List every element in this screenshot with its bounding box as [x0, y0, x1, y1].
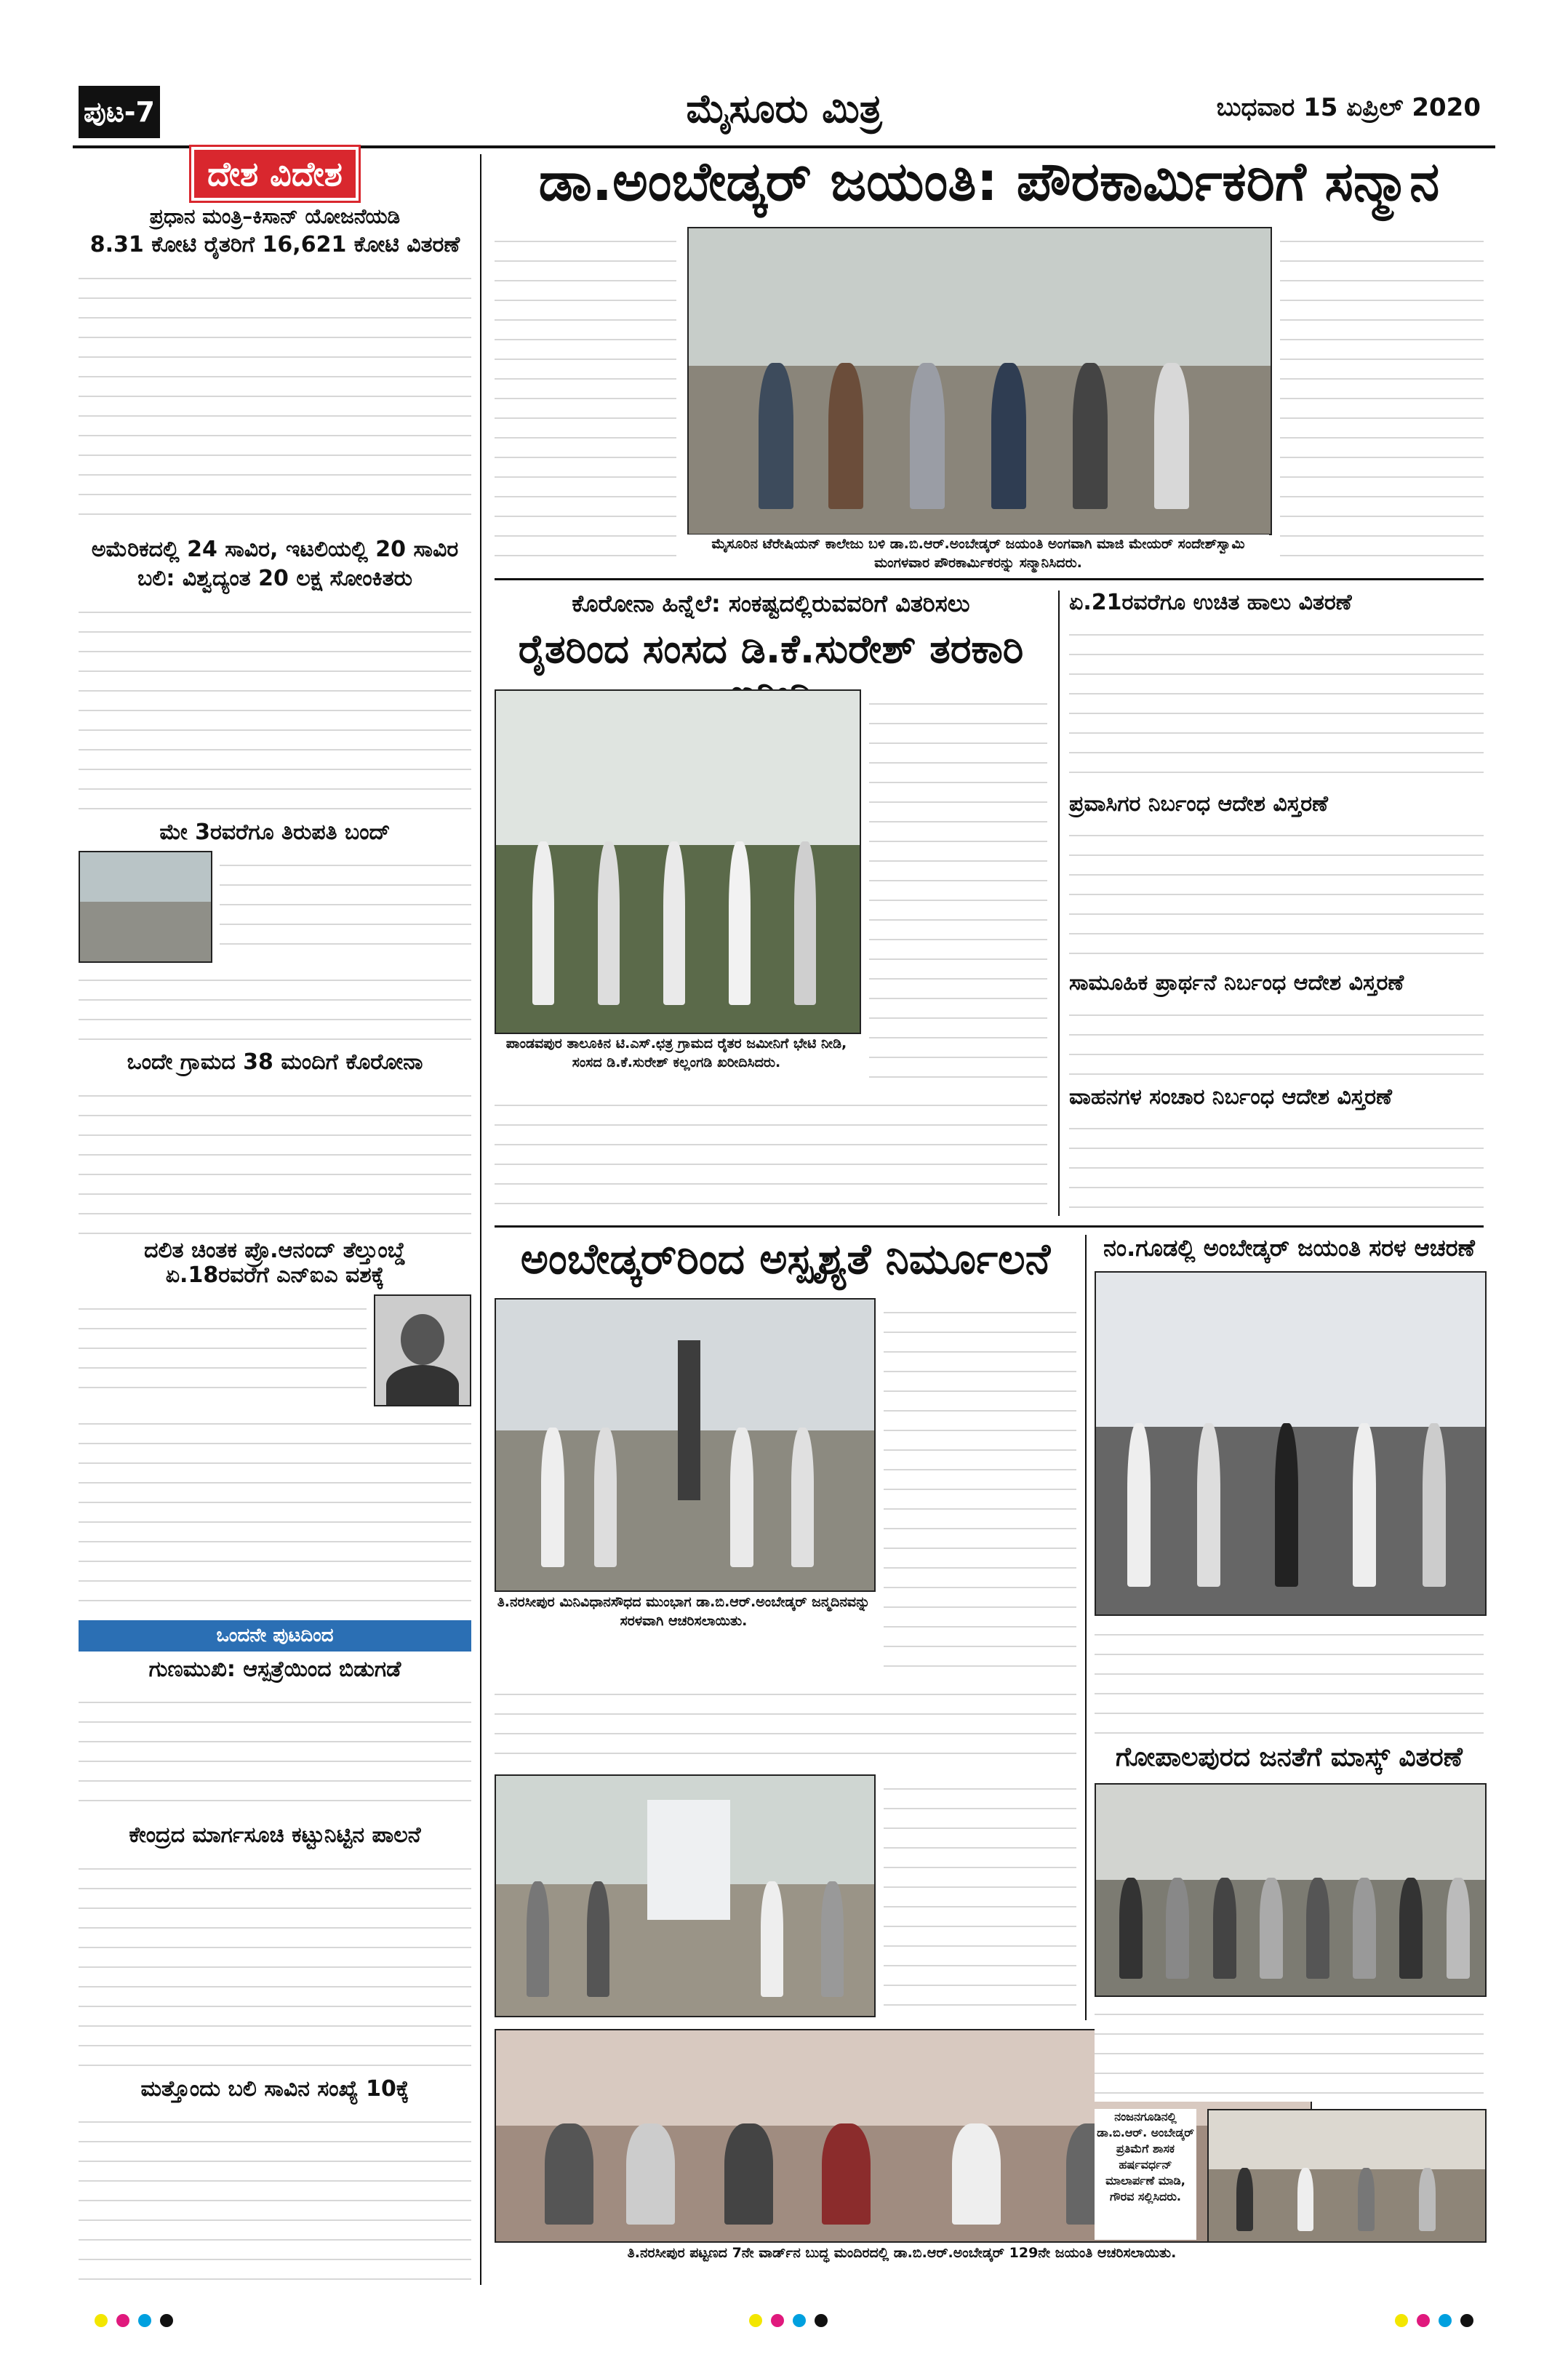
statue-body: [884, 1774, 1076, 2014]
nanjangud-photo: [1095, 1271, 1487, 1616]
farmer-headline: ರೈತರಿಂದ ಸಂಸದ ಡಿ.ಕೆ.ಸುರೇಶ್ ತರಕಾರಿ: [518, 626, 1024, 672]
village-body: [79, 1081, 471, 1234]
kisan-body: [79, 264, 471, 533]
untouch-body-bottom: [495, 1680, 1076, 1767]
lead-headline: ಡಾ.ಅಂಬೇಡ್ಕರ್ ಜಯಂತಿ: ಪೌರಕಾರ್ಮಿಕರಿಗೆ ಸನ್ಮಾನ: [538, 151, 1440, 213]
milk-body: [1069, 620, 1484, 788]
untouch-photo: [495, 1298, 876, 1592]
village-headline: ಒಂದೇ ಗ್ರಾಮದ 38 ಮಂದಿಗೆ ಕೊರೋನಾ: [127, 1049, 423, 1076]
nanjangud-body: [1095, 1620, 1484, 1737]
tirupati-headline: ಮೇ 3ರವರೆಗೂ ತಿರುಪತಿ ಬಂದ್: [159, 819, 391, 845]
recovered-headline: ಗುಣಮುಖಿ: ಆಸ್ಪತ್ರೆಯಿಂದ ಬಿಡುಗಡೆ: [148, 1656, 401, 1682]
recovered-body: [79, 1688, 471, 1819]
nanjangud-inset-caption: ನಂಜನಗೂಡಿನಲ್ಲಿ ಡಾ.ಬಿ.ಆರ್. ಅಂಬೇಡ್ಕರ್ ಪ್ರತಿಮೆಗೆ ಶಾಸಕ ಹರ್ಷವರ್ಧನ್ ಮಾಲಾರ್ಪಣೆ ಮಾಡಿ, ಗೌರವ ಸಲ್ಲಿಸಿದರು.: [1095, 2109, 1196, 2240]
lead-rule: [495, 578, 1484, 580]
mid-horizontal-rule: [495, 1225, 1484, 1228]
guidelines-body: [79, 1854, 471, 2073]
statue-photo: [495, 1774, 876, 2017]
untouch-headline: ಅಂಬೇಡ್ಕರ್‌ರಿಂದ ಅಸ್ಪೃಶ್ಯತೆ ನಿರ್ಮೂಲನೆ: [520, 1234, 1051, 1284]
guidelines-headline: ಕೇಂದ್ರದ ಮಾರ್ಗಸೂಚಿ ಕಟ್ಟುನಿಟ್ಟಿನ ಪಾಲನೆ: [129, 1822, 421, 1849]
teltumbde-body-2: [79, 1409, 471, 1613]
milk-headline: ಏ.21ರವರೆಗೂ ಉಚಿತ ಹಾಲು ವಿತರಣೆ: [1069, 590, 1352, 615]
prayer-body: [1069, 1001, 1484, 1081]
kisan-kicker: ಪ್ರಧಾನ ಮಂತ್ರಿ–ಕಿಸಾನ್ ಯೋಜನೆಯಡಿ: [149, 204, 401, 228]
temple-caption: ತಿ.ನರಸೀಪುರ ಪಟ್ಟಣದ 7ನೇ ವಾರ್ಡ್‌ನ ಬುದ್ಧ ಮಂದಿರದಲ್ಲಿ ಡಾ.ಬಿ.ಆರ್.ಅಂಬೇಡ್ಕರ್ 129ನೇ ಜಯಂತಿ ಆಚರಿಸಲಾಯಿತು.: [495, 2243, 1309, 2262]
mask-headline: ಗೋಪಾಲಪುರದ ಜನತೆಗೆ ಮಾಸ್ಕ್ ವಿತರಣೆ: [1116, 1742, 1463, 1772]
lead-photo: [687, 227, 1272, 535]
farmer-body-bottom: [495, 1091, 1047, 1222]
world-headline: ಬಲಿ: ವಿಶ್ವದ್ಯಂತ 20 ಲಕ್ಷ ಸೋಂಕಿತರು: [137, 566, 413, 592]
vehicle-body: [1069, 1114, 1484, 1209]
teltumbde-body: [79, 1294, 367, 1404]
nanjangud-inset-photo: [1207, 2109, 1487, 2243]
travel-body: [1069, 821, 1484, 966]
mask-photo: [1095, 1783, 1487, 1997]
dateline: ಬುಧವಾರ 15 ಏಪ್ರಿಲ್ 2020: [1216, 93, 1481, 122]
page-number: ಪುಟ-7: [79, 86, 160, 138]
world-body: [79, 598, 471, 816]
teltumbde-portrait: [374, 1294, 471, 1406]
teltumbde-headline-2: ಏ.18ರವರೆಗೆ ಎನ್‌ಐಎ ವಶಕ್ಕೆ: [165, 1262, 385, 1289]
tirupati-body-2: [79, 966, 471, 1046]
us-italy-headline: ಅಮೆರಿಕದಲ್ಲಿ 24 ಸಾವಿರ, ಇಟಲಿಯಲ್ಲಿ 20 ಸಾವಿರ: [91, 536, 459, 562]
vehicle-headline: ವಾಹನಗಳ ಸಂಚಾರ ನಿರ್ಬಂಧ ಆದೇಶ ವಿಸ್ತರಣೆ: [1069, 1084, 1392, 1110]
continued-tag: ಒಂದನೇ ಪುಟದಿಂದ: [79, 1620, 471, 1652]
lead-caption: ಮೈಸೂರಿನ ಟೆರೇಷಿಯನ್ ಕಾಲೇಜು ಬಳಿ ಡಾ.ಬಿ.ಆರ್.ಅಂಬೇಡ್ಕರ್ ಜಯಂತಿ ಅಂಗವಾಗಿ ಮಾಜಿ ಮೇಯರ್ ಸಂದೇಶ್‌ಸ್ವಾಮಿ ಮಂಗಳವಾರ ಪೌರಕಾರ್ಮಿಕರನ್ನು ಸನ್ಮಾನಿಸಿದರು.: [687, 535, 1269, 572]
tirupati-photo: [79, 851, 212, 963]
left-column: [79, 154, 471, 2282]
section-tag: ದೇಶ ವಿದೇಶ: [191, 147, 359, 201]
untouch-caption: ತಿ.ನರಸೀಪುರ ಮಿನಿವಿಧಾನಸೌಧದ ಮುಂಭಾಗ ಡಾ.ಬಿ.ಆರ್.ಅಂಬೇಡ್ಕರ್ ಜನ್ಮದಿನವನ್ನು ಸರಳವಾಗಿ ಆಚರಿಸಲಾಯಿತು.: [495, 1593, 873, 1630]
travel-headline: ಪ್ರವಾಸಿಗರ ನಿರ್ಬಂಧ ಆದೇಶ ವಿಸ್ತರಣೆ: [1069, 790, 1328, 817]
registration-marks-center: [749, 2314, 828, 2327]
nanjangud-headline: ನಂ.ಗೂಡಲ್ಲಿ ಅಂಬೇಡ್ಕರ್ ಜಯಂತಿ ಸರಳ ಆಚರಣೆ: [1095, 1235, 1484, 1262]
kisan-headline: 8.31 ಕೋಟಿ ರೈತರಿಗೆ 16,621 ಕೋಟಿ ವಿತರಣೆ: [89, 232, 460, 258]
tirupati-body: [220, 851, 471, 960]
masthead: ಮೈಸೂರು ಮಿತ್ರ: [686, 86, 882, 132]
lead-body-1: [495, 227, 676, 569]
teltumbde-headline-1: ದಲಿತ ಚಿಂತಕ ಪ್ರೊ.ಆನಂದ್ ತೆಲ್ತುಂಬ್ಡೆ: [144, 1237, 406, 1263]
farmer-photo: [495, 689, 861, 1034]
farmer-kicker: ಕೊರೋನಾ ಹಿನ್ನೆಲೆ: ಸಂಕಷ್ಟದಲ್ಲಿರುವವರಿಗೆ ವಿತರಿಸಲು: [572, 590, 970, 617]
mid-rule: [1058, 590, 1060, 1216]
lead-body-2: [1280, 227, 1484, 569]
untouch-body-right: [884, 1298, 1076, 1676]
registration-marks-right: [1395, 2314, 1473, 2327]
mask-body: [1095, 2000, 1484, 2102]
prayer-headline: ಸಾಮೂಹಿಕ ಪ್ರಾರ್ಥನೆ ನಿರ್ಬಂಧ ಆದೇಶ ವಿಸ್ತರಣೆ: [1069, 970, 1404, 996]
death-toll-headline: ಮತ್ತೊಂದು ಬಲಿ ಸಾವಿನ ಸಂಖ್ಯೆ 10ಕ್ಕೆ: [140, 2075, 409, 2102]
right-briefs: [1069, 590, 1484, 1209]
registration-marks-left: [95, 2314, 173, 2327]
farmer-caption: ಪಾಂಡವಪುರ ತಾಲೂಕಿನ ಟಿ.ಎಸ್.ಛತ್ರ ಗ್ರಾಮದ ರೈತರ ಜಮೀನಿಗೆ ಭೇಟಿ ನೀಡಿ, ಸಂಸದ ಡಿ.ಕೆ.ಸುರೇಶ್ ಕಲ್ಲಂಗಡಿ ಖರೀದಿಸಿದರು.: [495, 1034, 858, 1072]
left-column-rule: [480, 154, 481, 2285]
lower-mid-rule: [1085, 1235, 1087, 2020]
death-toll-body: [79, 2107, 471, 2282]
farmer-body-right: [869, 689, 1047, 1082]
